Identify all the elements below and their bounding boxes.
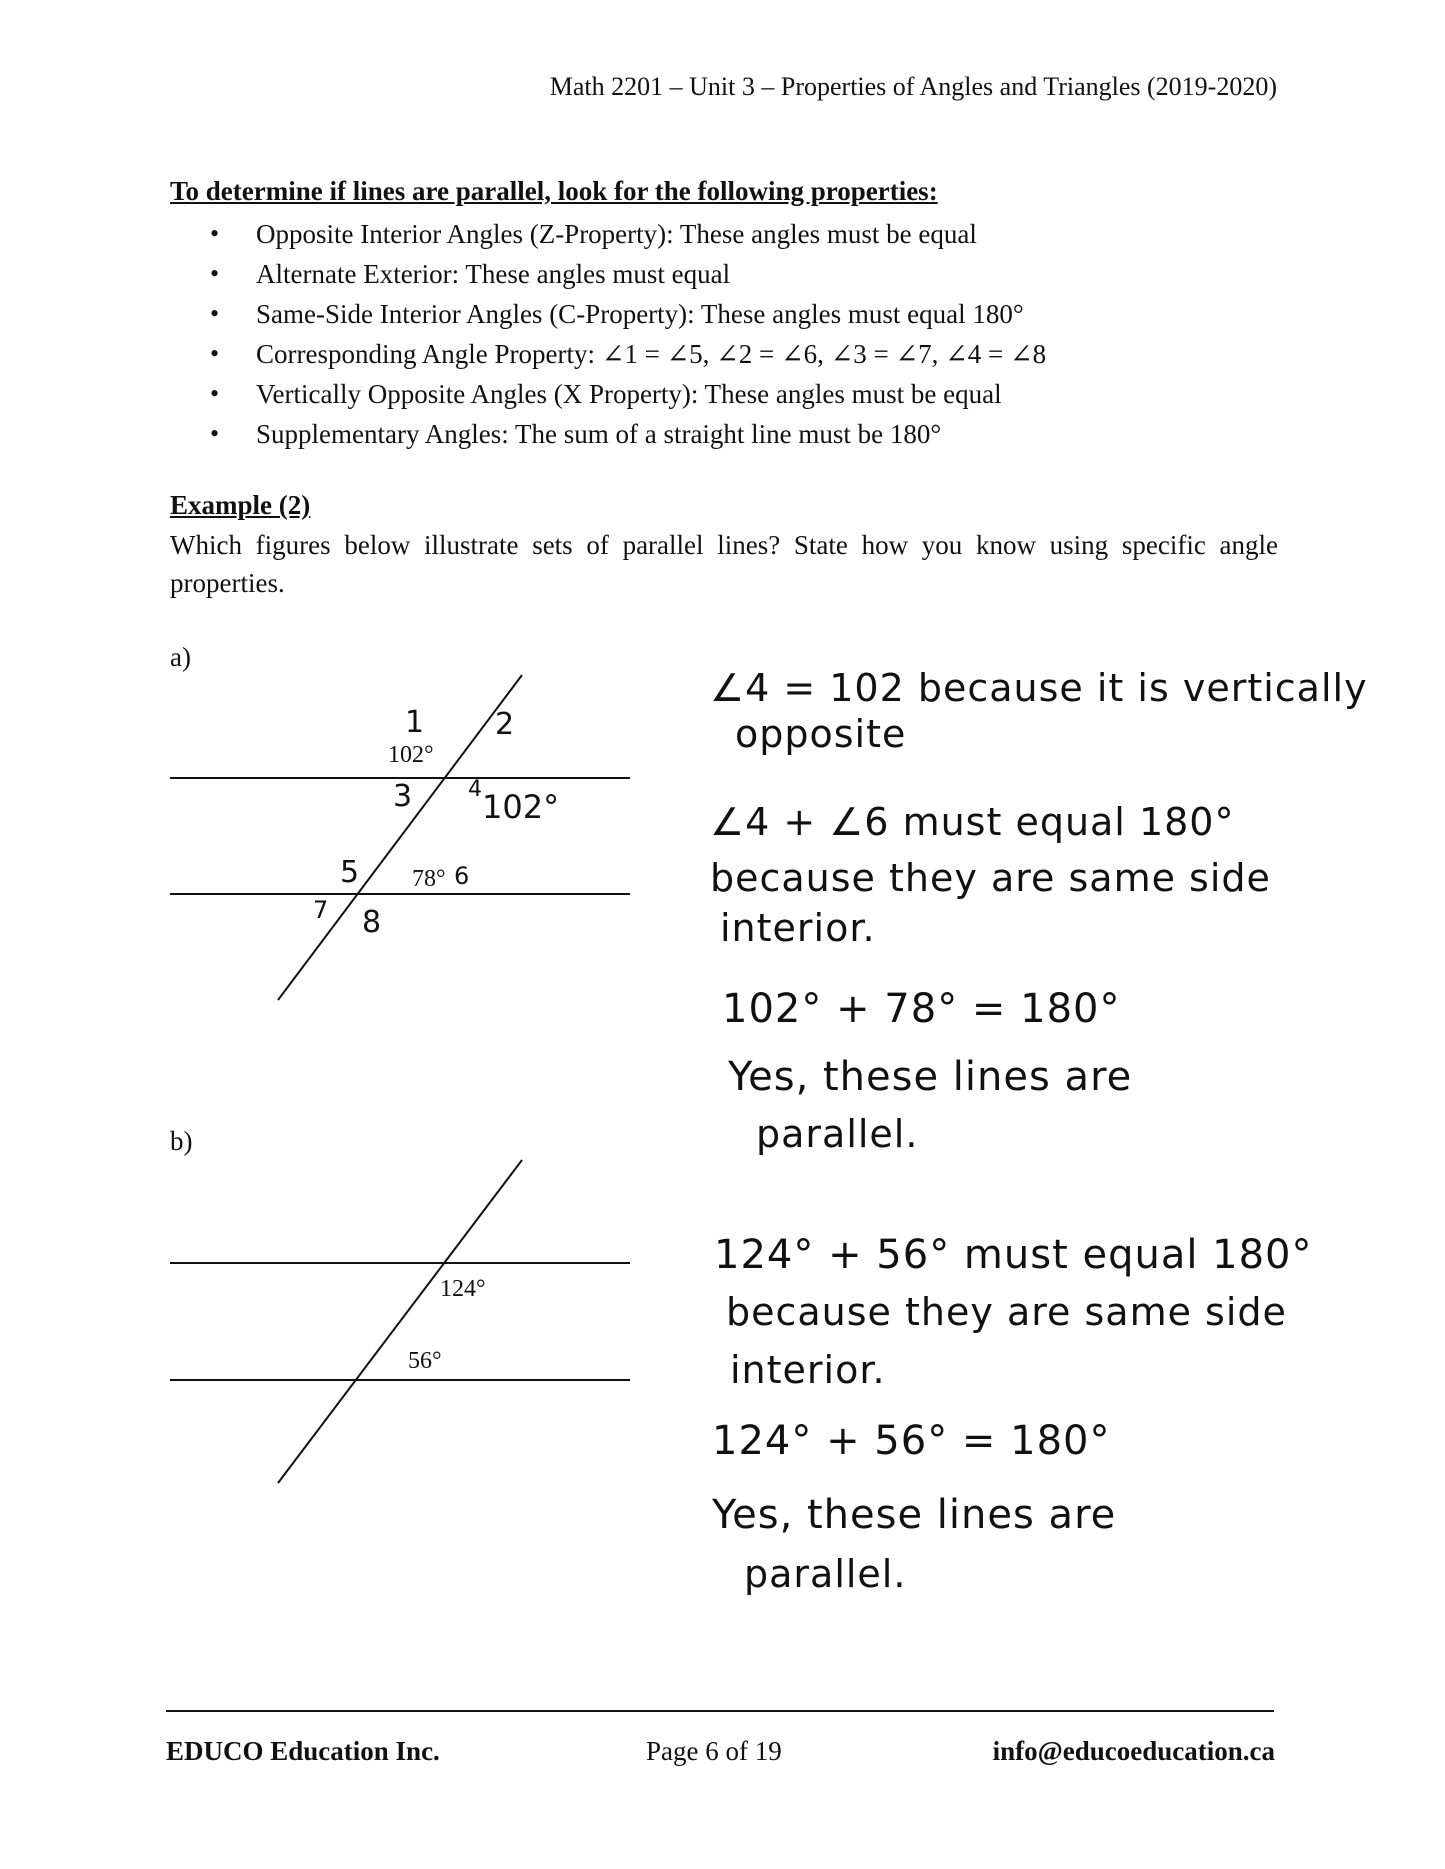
answer-a-line: Yes, these lines are (728, 1054, 1133, 1100)
footer-page-number: Page 6 of 19 (646, 1736, 782, 1766)
answer-a-line: interior. (720, 906, 876, 950)
part-a-diagram (150, 660, 650, 1010)
properties-title: To determine if lines are parallel, look for the following properties: (170, 176, 938, 206)
answer-a-line: 102° + 78° = 180° (722, 986, 1121, 1032)
answer-b-line: interior. (730, 1348, 886, 1392)
angle-label-2: 2 (495, 707, 515, 742)
example-title: Example (2) (170, 490, 311, 520)
properties-list (210, 214, 1046, 454)
angle-label-3: 3 (393, 779, 413, 814)
transversal-line (278, 675, 522, 1000)
angle-4-value: 102° (482, 788, 560, 826)
given-angle-102: 102° (388, 742, 434, 768)
answer-a-line: ∠4 = 102 because it is vertically (710, 666, 1368, 710)
page-header: Math 2201 – Unit 3 – Properties of Angles and Triangles (2019-2020) (549, 72, 1277, 101)
list-item: • Alternate Exterior: These angles must equal (210, 254, 1046, 294)
answer-b-line: 124° + 56° = 180° (712, 1418, 1111, 1464)
part-a-label: a) (170, 642, 191, 672)
answer-b-line: because they are same side (726, 1290, 1287, 1334)
given-angle-78: 78° (412, 866, 446, 892)
footer-company: EDUCO Education Inc. (166, 1736, 440, 1766)
answer-b-line: Yes, these lines are (712, 1492, 1117, 1538)
part-b-diagram (150, 1148, 650, 1498)
given-angle-124: 124° (440, 1276, 486, 1302)
answer-b-line: parallel. (744, 1552, 907, 1596)
angle-label-7: 7 (313, 896, 329, 924)
list-item: • Same-Side Interior Angles (C-Property): These angles must equal 180° (210, 294, 1046, 334)
angle-label-5: 5 (340, 855, 360, 890)
answer-b-line: 124° + 56° must equal 180° (714, 1232, 1313, 1278)
answer-a-line: parallel. (756, 1112, 919, 1156)
answer-a-line: ∠4 + ∠6 must equal 180° (710, 800, 1235, 844)
list-item: • Vertically Opposite Angles (X Property): These angles must be equal (210, 374, 1046, 414)
answer-a-line: because they are same side (710, 856, 1271, 900)
angle-label-4: 4 (468, 777, 482, 802)
angle-label-6: 6 (454, 862, 470, 890)
footer-divider (166, 1710, 1274, 1712)
footer-email: info@educoeducation.ca (992, 1736, 1275, 1766)
list-item: • Supplementary Angles: The sum of a straight line must be 180° (210, 414, 1046, 454)
angle-label-1: 1 (405, 705, 425, 740)
angle-label-8: 8 (362, 905, 382, 940)
part-b-label: b) (170, 1126, 193, 1156)
list-item: • Opposite Interior Angles (Z-Property): These angles must be equal (210, 214, 1046, 254)
answer-a-line: opposite (735, 712, 907, 756)
list-item: • Corresponding Angle Property: ∠1 = ∠5, ∠2 = ∠6, ∠3 = ∠7, ∠4 = ∠8 (210, 334, 1046, 374)
example-question: Which figures below illustrate sets of parallel lines? State how you know using specific angle properties. (170, 530, 1278, 598)
given-angle-56: 56° (408, 1348, 442, 1374)
transversal-line (278, 1160, 522, 1483)
